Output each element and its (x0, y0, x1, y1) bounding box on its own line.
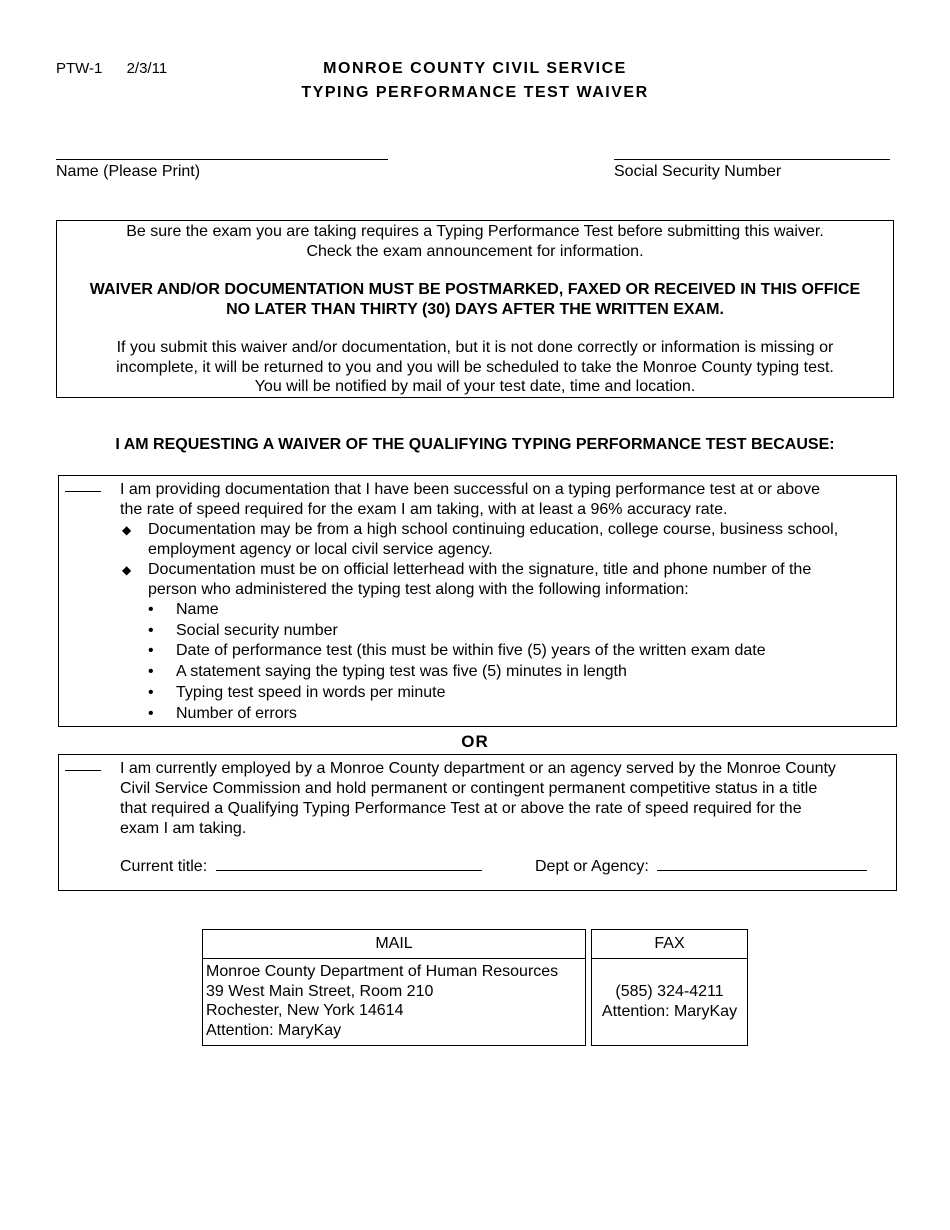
option2-box (58, 754, 897, 891)
fax-attention: Attention: MaryKay (601, 1002, 738, 1020)
mail-address-line: Monroe County Department of Human Resources (206, 963, 559, 980)
notice-paragraph: If you submit this waiver and/or documentation, but it is not done correctly or information is missing or (116, 339, 834, 356)
list-item (120, 662, 890, 683)
list-item (120, 704, 890, 725)
option2-checkbox-line[interactable] (65, 770, 101, 771)
requirement-list (120, 520, 890, 600)
list-item-text: Documentation may be from a high school continuing education, college course, business school, (148, 521, 839, 538)
option1-content (120, 480, 890, 724)
option1-text: I am providing documentation that I have been successful on a typing performance test at or above (120, 481, 820, 498)
list-item-text: A statement saying the typing test was five (5) minutes in length (176, 663, 627, 681)
list-item-text: Name (176, 601, 219, 618)
list-item (120, 641, 890, 662)
bullet-icon: • (148, 621, 154, 639)
mail-address-line: Attention: MaryKay (206, 1021, 342, 1039)
list-item-text: Typing test speed in words per minute (176, 683, 446, 701)
option1-checkbox-line[interactable] (65, 491, 101, 492)
fax-info (591, 958, 748, 1046)
list-item-text: Social security number (176, 621, 338, 639)
mail-header: MAIL (202, 929, 586, 959)
option2-text: exam I am taking. (120, 820, 247, 837)
form-date: 2/3/11 (126, 60, 168, 77)
current-title-label: Current title: (120, 858, 208, 875)
option2-text: that required a Qualifying Typing Performance Test at or above the rate of speed required for the (120, 800, 802, 817)
list-item-text: employment agency or local civil service agency. (148, 541, 493, 558)
list-item-text: Date of performance test (this must be within five (5) years of the written exam date (176, 642, 766, 660)
mail-address-line: 39 West Main Street, Room 210 (206, 982, 434, 1000)
dept-label: Dept or Agency: (535, 858, 649, 875)
deadline-warning: NO LATER THAN THIRTY (30) DAYS AFTER THE WRITTEN EXAM. (226, 300, 724, 318)
info-list (120, 600, 890, 724)
list-item (120, 600, 890, 621)
notice-paragraph: incomplete, it will be returned to you and you will be scheduled to take the Monroe County typing test. (116, 358, 834, 376)
name-input-line[interactable] (56, 159, 388, 160)
current-title-input-line[interactable] (216, 856, 482, 871)
mail-address-line: Rochester, New York 14614 (206, 1002, 404, 1019)
form-code: PTW-1 (56, 60, 103, 77)
list-item (120, 621, 890, 642)
list-item-text: person who administered the typing test along with the following information: (148, 581, 689, 598)
fax-number: (585) 324-4211 (615, 983, 724, 1000)
ssn-label: Social Security Number (614, 163, 782, 180)
or-separator: OR (461, 732, 489, 751)
diamond-bullet-icon: ◆ (122, 523, 132, 537)
notice-paragraph: You will be notified by mail of your test date, time and location. (254, 378, 696, 395)
option2-text: Civil Service Commission and hold permanent or contingent permanent competitive status in a title (120, 780, 818, 797)
notice-line: Be sure the exam you are taking requires a Typing Performance Test before submitting this waiver. (126, 223, 824, 240)
list-item-text: Documentation must be on official letterhead with the signature, title and phone number of the (148, 561, 812, 578)
option1-box (58, 475, 897, 727)
notice-line: Check the exam announcement for information. (306, 242, 644, 260)
ssn-input-line[interactable] (614, 159, 890, 160)
list-item (120, 520, 890, 560)
bullet-icon: • (148, 601, 154, 618)
bullet-icon: • (148, 704, 154, 722)
bullet-icon: • (148, 642, 154, 660)
list-item-text: Number of errors (176, 704, 297, 722)
fax-header: FAX (591, 929, 748, 959)
request-heading: I AM REQUESTING A WAIVER OF THE QUALIFYING TYPING PERFORMANCE TEST BECAUSE: (115, 436, 835, 453)
list-item (120, 560, 890, 600)
page-title: MONROE COUNTY CIVIL SERVICE (323, 60, 627, 77)
deadline-warning: WAIVER AND/OR DOCUMENTATION MUST BE POSTMARKED, FAXED OR RECEIVED IN THIS OFFICE (89, 281, 861, 298)
diamond-bullet-icon: ◆ (122, 563, 132, 577)
dept-field (535, 856, 867, 876)
current-title-field (120, 856, 482, 876)
list-item (120, 683, 890, 704)
option2-content (120, 759, 890, 839)
bullet-icon: • (148, 663, 154, 681)
notice-box (56, 220, 894, 398)
bullet-icon: • (148, 683, 154, 701)
option1-text: the rate of speed required for the exam I am taking, with at least a 96% accuracy rate. (120, 501, 728, 518)
name-label: Name (Please Print) (56, 163, 201, 180)
mail-address (202, 958, 586, 1046)
option2-text: I am currently employed by a Monroe County department or an agency served by the Monroe County (120, 760, 836, 777)
page-subtitle: TYPING PERFORMANCE TEST WAIVER (301, 84, 649, 101)
dept-input-line[interactable] (657, 856, 867, 871)
